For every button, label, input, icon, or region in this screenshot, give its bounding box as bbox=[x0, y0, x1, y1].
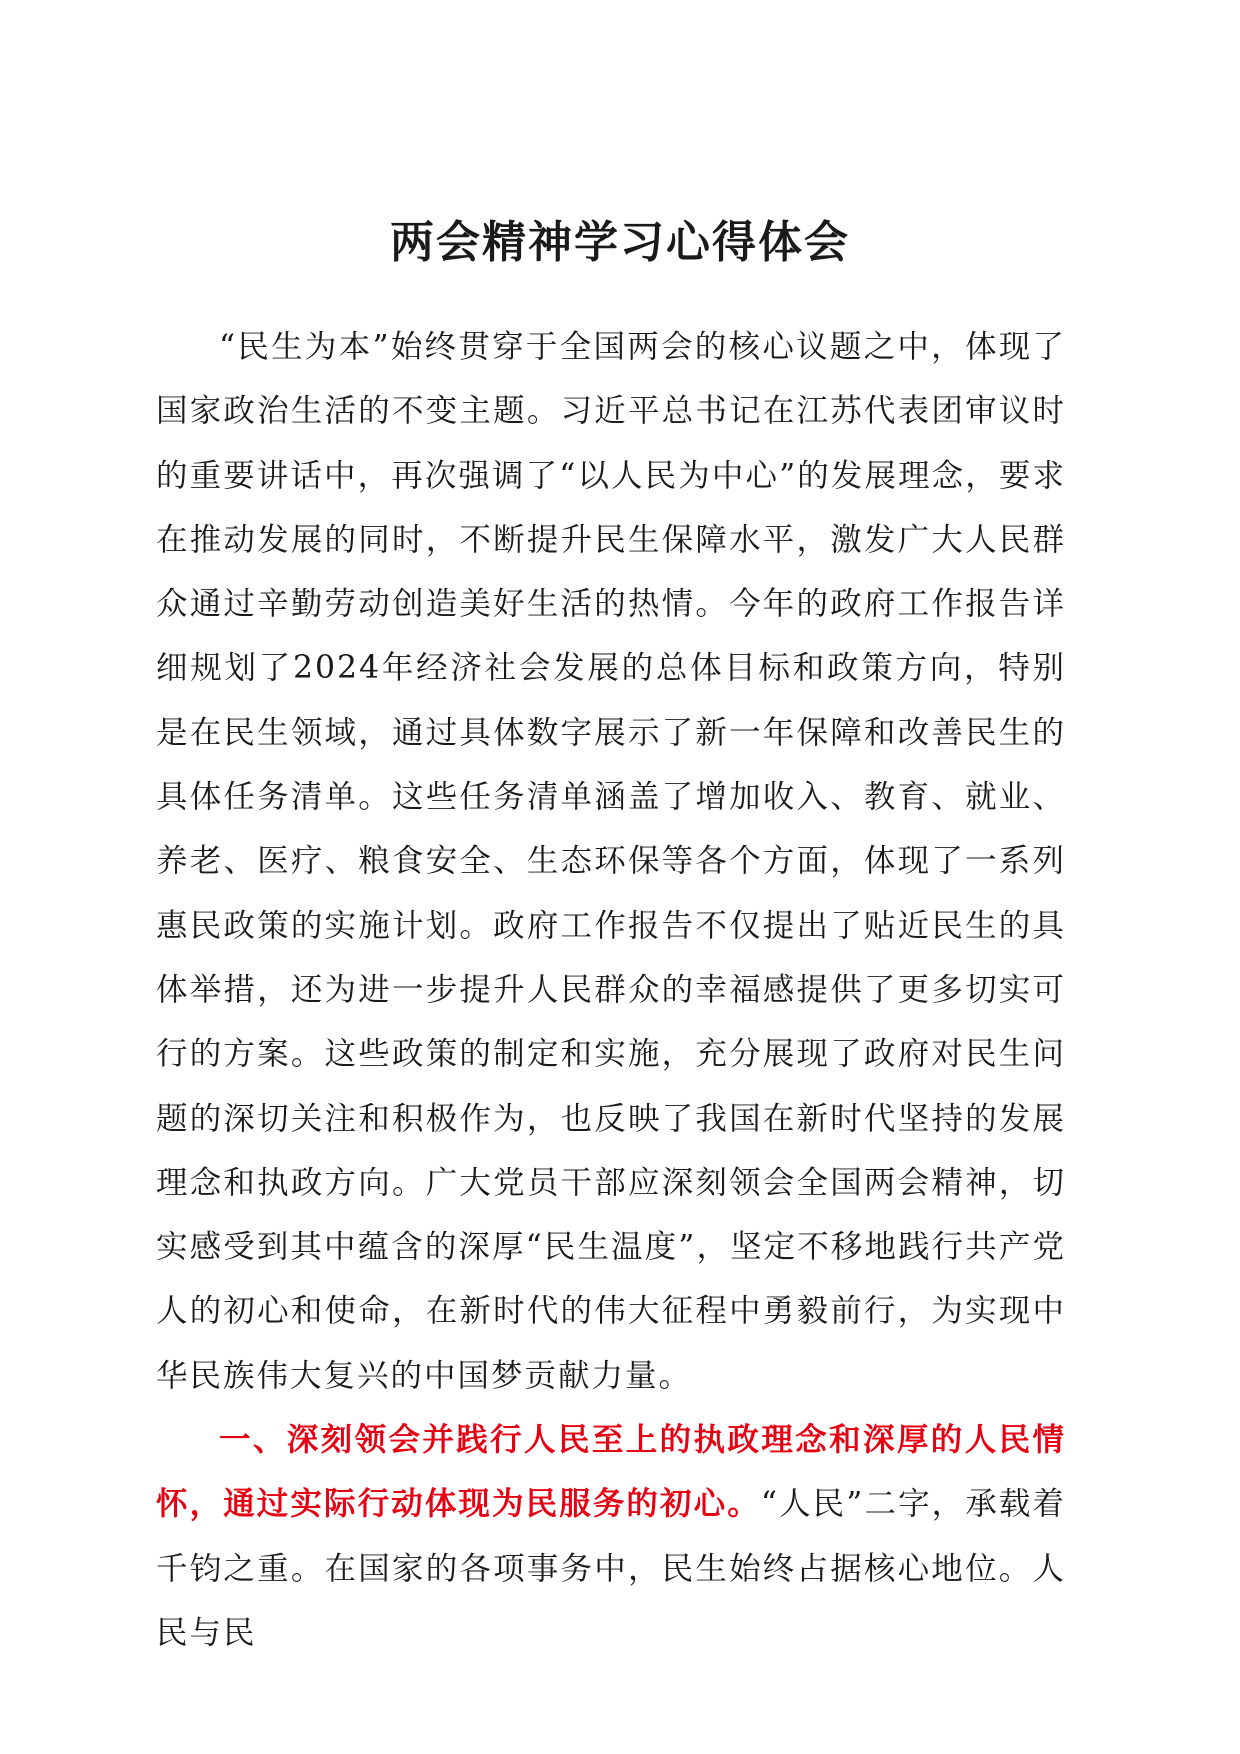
document-body bbox=[156, 315, 1066, 1665]
section-1-heading: 一、深刻领会并践行人民至上的执政理念和深厚的人民情怀，通过实际行动体现为民服务的初心。 bbox=[156, 1422, 1066, 1523]
paragraph-section-1 bbox=[156, 1408, 1066, 1665]
section-1-text: “人民”二字，承载着千钧之重。在国家的各项事务中，民生始终占据核心地位。人民与民 bbox=[156, 1486, 1066, 1651]
paragraph-intro: “民生为本”始终贯穿于全国两会的核心议题之中，体现了国家政治生活的不变主题。习近平总书记在江苏代表团审议时的重要讲话中，再次强调了“以人民为中心”的发展理念，要求在推动发展的同时，不断提升民生保障水平，激发广大人民群众通过辛勤劳动创造美好生活的热情。今年的政府工作报告详细规划了2024年经济社会发展的总体目标和政策方向，特别是在民生领域，通过具体数字展示了新一年保障和改善民生的具体任务清单。这些任务清单涵盖了增加收入、教育、就业、养老、医疗、粮食安全、生态环保等各个方面，体现了一系列惠民政策的实施计划。政府工作报告不仅提出了贴近民生的具体举措，还为进一步提升人民群众的幸福感提供了更多切实可行的方案。这些政策的制定和实施，充分展现了政府对民生问题的深切关注和积极作为，也反映了我国在新时代坚持的发展理念和执政方向。广大党员干部应深刻领会全国两会精神，切实感受到其中蕴含的深厚“民生温度”，坚定不移地践行共产党人的初心和使命，在新时代的伟大征程中勇毅前行，为实现中华民族伟大复兴的中国梦贡献力量。 bbox=[156, 329, 1066, 1394]
document-title: 两会精神学习心得体会 bbox=[390, 217, 850, 268]
